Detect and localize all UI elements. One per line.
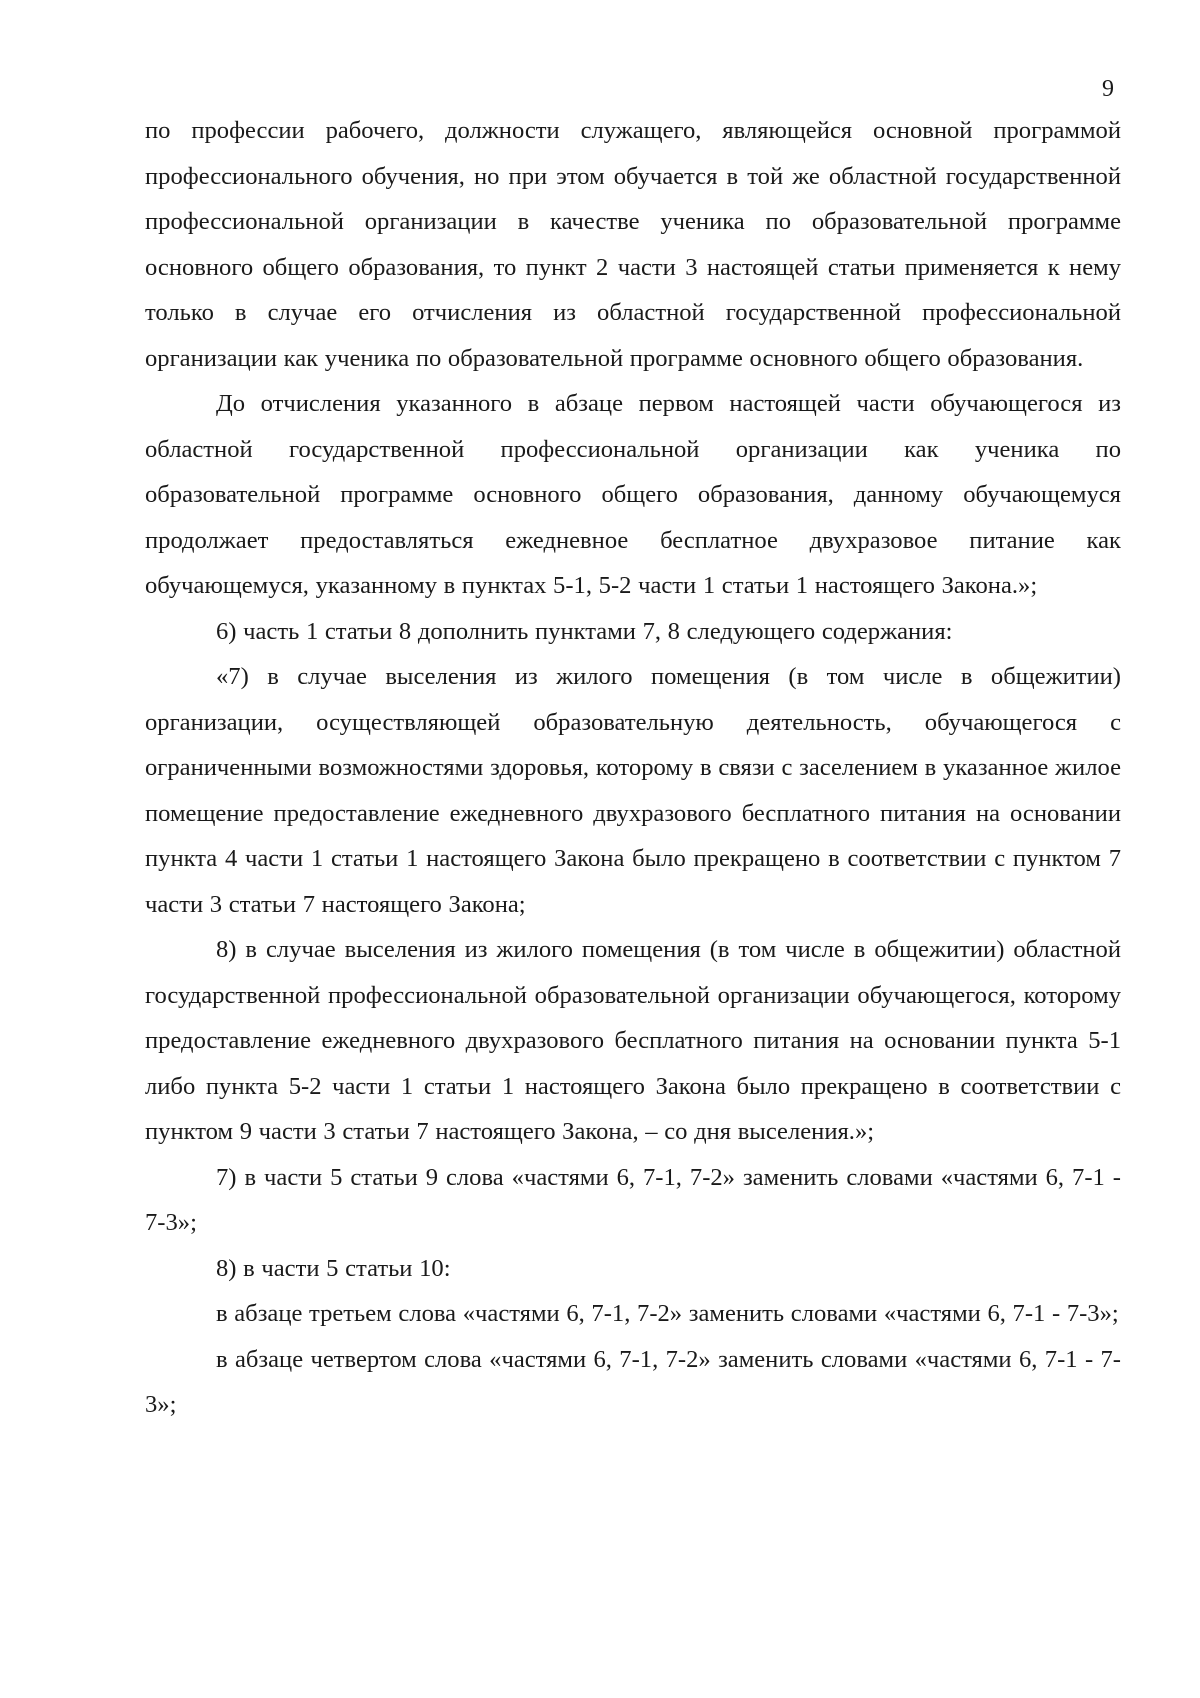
document-body <box>145 108 1121 1428</box>
paragraph-point-8: 8) в случае выселения из жилого помещения (в том числе в общежитии) областной государственной профессиональной образовательной организации обучающегося, которому предоставление ежедневного двухразового бесплатного питания на основании пункта 5-1 либо пункта 5-2 части 1 статьи 1 настоящего Закона было прекращено в соответствии с пунктом 9 части 3 статьи 7 настоящего Закона, – со дня выселения.»; <box>145 936 1121 1145</box>
paragraph-item-8: 8) в части 5 статьи 10: <box>216 1254 451 1282</box>
paragraph-item-7: 7) в части 5 статьи 9 слова «частями 6, 7-1, 7-2» заменить словами «частями 6, 7-1 - 7-3»; <box>145 1163 1121 1236</box>
paragraph-item-6: 6) часть 1 статьи 8 дополнить пунктами 7, 8 следующего содержания: <box>216 617 953 645</box>
page-number: 9 <box>1102 76 1114 102</box>
paragraph-abzac-fourth: в абзаце четвертом слова «частями 6, 7-1, 7-2» заменить словами «частями 6, 7-1 - 7-3»; <box>145 1345 1121 1418</box>
paragraph-continuation: по профессии рабочего, должности служащего, являющейся основной программой профессионального обучения, но при этом обучается в той же областной государственной профессиональной организации в качестве ученика по образовательной программе основного общего образования, то пункт 2 части 3 настоящей статьи применяется к нему только в случае его отчисления из областной государственной профессиональной организации как ученика по образовательной программе основного общего образования. <box>145 117 1121 372</box>
paragraph-abzac-third: в абзаце третьем слова «частями 6, 7-1, 7-2» заменить словами «частями 6, 7-1 - 7-3»; <box>216 1300 1119 1327</box>
paragraph-expulsion-note: До отчисления указанного в абзаце первом настоящей части обучающегося из областной государственной профессиональной организации как ученика по образовательной программе основного общего образования, данному обучающемуся продолжает предоставляться ежедневное бесплатное двухразовое питание как обучающемуся, указанному в пунктах 5-1, 5-2 части 1 статьи 1 настоящего Закона.»; <box>145 390 1121 599</box>
paragraph-point-7: «7) в случае выселения из жилого помещения (в том числе в общежитии) организации, осуществляющей образовательную деятельность, обучающегося с ограниченными возможностями здоровья, которому в связи с заселением в указанное жилое помещение предоставление ежедневного двухразового бесплатного питания на основании пункта 4 части 1 статьи 1 настоящего Закона было прекращено в соответствии с пунктом 7 части 3 статьи 7 настоящего Закона; <box>145 663 1121 918</box>
